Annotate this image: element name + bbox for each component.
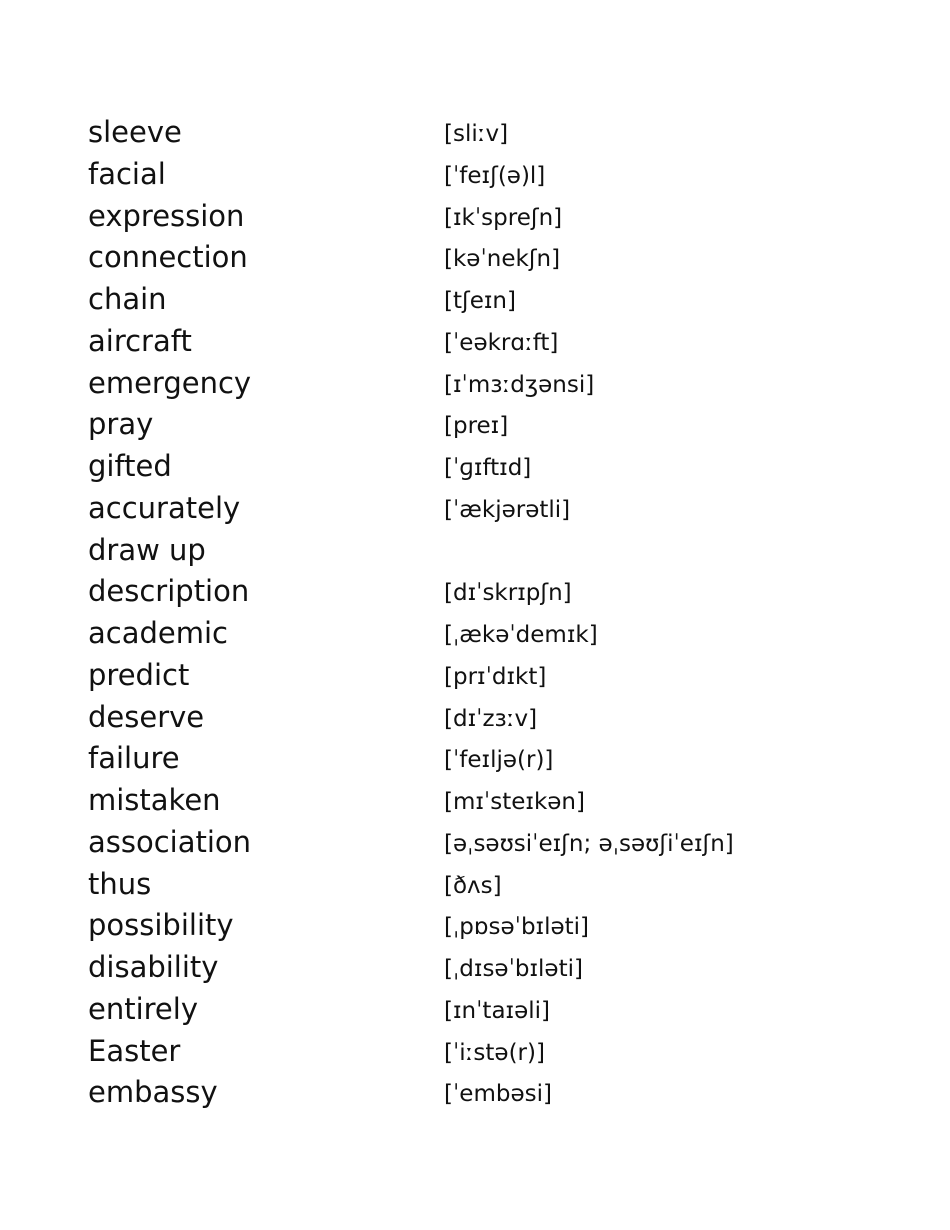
vocab-pronunciation: [ˈiːstə(r)] (444, 1039, 545, 1066)
vocab-pronunciation: [əˌsəʊsiˈeɪʃn; əˌsəʊʃiˈeɪʃn] (444, 830, 734, 857)
vocab-pronunciation: [ˌækəˈdemɪk] (444, 622, 598, 648)
vocab-row (88, 112, 888, 154)
vocab-pronunciation: [ɪkˈspreʃn] (444, 204, 563, 231)
vocab-word: gifted (88, 449, 172, 483)
vocab-pronunciation: [ˈembəsi] (444, 1081, 552, 1108)
vocab-row (88, 279, 888, 321)
vocab-pronunciation: [dɪˈskrɪpʃn] (444, 580, 572, 607)
vocab-row (88, 1072, 888, 1114)
vocab-word: draw up (88, 532, 206, 567)
vocab-row (88, 530, 888, 572)
vocab-pronunciation: [prɪˈdɪkt] (444, 663, 547, 690)
vocab-row (88, 655, 888, 697)
vocab-row (88, 780, 888, 822)
vocab-pronunciation: [preɪ] (444, 413, 509, 440)
vocab-row (88, 488, 888, 530)
vocab-pronunciation: [ˈfeɪʃ(ə)l] (444, 162, 546, 189)
vocab-row (88, 237, 888, 279)
vocab-word: embassy (88, 1075, 218, 1110)
vocab-word: pray (88, 407, 154, 442)
vocab-pronunciation: [ˈeəkrɑːft] (444, 329, 559, 356)
vocab-word: mistaken (88, 783, 221, 817)
vocab-word: possibility (88, 908, 234, 943)
vocab-row (88, 989, 888, 1031)
vocab-row (88, 446, 888, 488)
vocab-word: Easter (88, 1033, 181, 1068)
vocab-row (88, 154, 888, 196)
vocab-word: chain (88, 282, 167, 316)
vocab-pronunciation: [ɪˈmɜːdʒənsi] (444, 371, 595, 398)
vocab-word: deserve (88, 699, 205, 734)
vocab-row (88, 738, 888, 780)
vocab-pronunciation: [sliːv] (444, 121, 509, 147)
vocab-pronunciation: [kəˈnekʃn] (444, 246, 561, 273)
vocab-pronunciation: [ˈɡɪftɪd] (444, 455, 532, 481)
vocab-row (88, 404, 888, 446)
vocab-word: emergency (88, 365, 252, 400)
vocab-word: description (88, 574, 250, 609)
vocab-row (88, 864, 888, 906)
vocab-pronunciation: [ˈfeɪljə(r)] (444, 747, 554, 774)
vocabulary-list (88, 112, 888, 1114)
vocab-row (88, 697, 888, 739)
vocab-pronunciation: [mɪˈsteɪkən] (444, 789, 585, 815)
vocab-word: sleeve (88, 115, 182, 149)
vocab-word: aircraft (88, 323, 192, 358)
vocab-pronunciation: [ˈækjərətli] (444, 496, 571, 523)
vocab-row (88, 1031, 888, 1073)
vocab-row (88, 822, 888, 864)
vocab-pronunciation: [tʃeɪn] (444, 288, 516, 314)
vocab-pronunciation: [ˌdɪsəˈbɪləti] (444, 956, 583, 982)
vocab-word: academic (88, 616, 228, 650)
vocab-word: entirely (88, 991, 198, 1026)
vocab-pronunciation: [ɪnˈtaɪəli] (444, 997, 550, 1024)
vocab-row (88, 947, 888, 989)
vocab-word: association (88, 824, 252, 859)
vocab-pronunciation: [ˌpɒsəˈbɪləti] (444, 914, 590, 941)
vocab-row (88, 613, 888, 655)
vocab-row (88, 363, 888, 405)
vocab-word: failure (88, 741, 180, 776)
vocab-word: expression (88, 198, 245, 233)
vocab-word: disability (88, 950, 219, 984)
vocab-row (88, 905, 888, 947)
vocab-word: facial (88, 156, 166, 191)
vocab-pronunciation: [dɪˈzɜːv] (444, 705, 538, 732)
vocab-word: accurately (88, 490, 241, 525)
vocab-pronunciation: [ðʌs] (444, 872, 502, 899)
vocab-word: connection (88, 240, 248, 275)
vocab-word: predict (88, 657, 190, 692)
vocab-row (88, 196, 888, 238)
vocab-row (88, 321, 888, 363)
vocab-word: thus (88, 866, 152, 901)
vocab-row (88, 571, 888, 613)
